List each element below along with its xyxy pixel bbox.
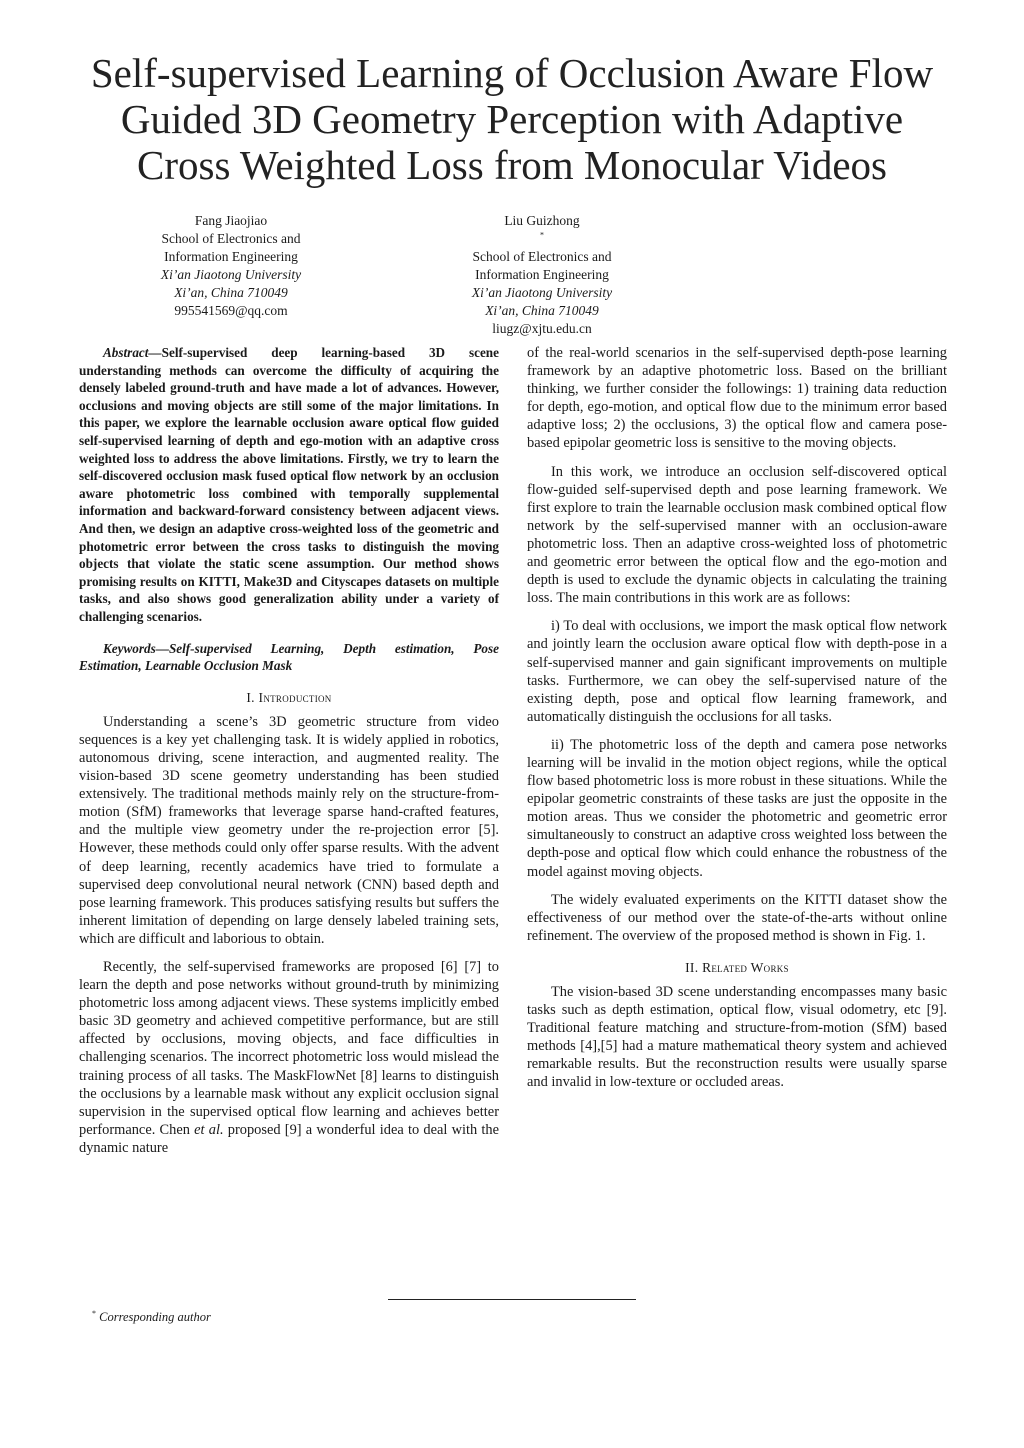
- author-block-2: [392, 212, 692, 338]
- right-column: [527, 344, 947, 1102]
- author-dept-line-1: School of Electronics and: [161, 231, 301, 246]
- intro-paragraph-1: Understanding a scene’s 3D geometric structure from video sequences is a key yet challenging task. It is widely applied in robotics, autonomous driving, scene interaction, and augmented reality. The vision-based 3D scene geometry understanding has been studied extensively. The traditional methods mainly rely on the structure-from-motion (SfM) frameworks that leverage sparse hand-crafted features, and the multiple view geometry under the re-projection error [5]. However, these methods could only offer sparse results. With the advent of deep learning, recently academics have tried to formulate a supervised deep convolutional neural network (CNN) based depth and pose learning framework. This produces satisfying results but suffers the inherent limitation of depending on large densely labeled training sets, which are difficult and laborious to obtain.: [79, 713, 499, 947]
- author-block-1: [81, 212, 381, 320]
- title-line-2: Guided 3D Geometry Perception with Adaptive: [120, 96, 904, 142]
- contribution-1: i) To deal with occlusions, we import the mask optical flow network and jointly learn the occlusion aware optical flow with depth-pose in a self-supervised manner and gain significant improvements on multiple tasks. Furthermore, we can obey the self-supervised nature of the existing depth, pose and optical flow learning framework, and automatically distinguish the occlusions for all tasks.: [527, 618, 947, 725]
- title-line-3: Cross Weighted Loss from Monocular Videos: [136, 142, 887, 188]
- author-email: liugz@xjtu.edu.cn: [492, 321, 592, 336]
- related-paragraph-1: The vision-based 3D scene understanding encompasses many basic tasks such as depth estimation, optical flow, visual odometry, etc [9]. Traditional feature matching and structure-from-motion (SfM) based methods [4],[5] had a mature mathematical theory system and achieved remarkable results. But the reconstruction results were usually sparse and invalid in low-texture or occluded areas.: [527, 984, 947, 1091]
- intro-paragraph-7: The widely evaluated experiments on the KITTI dataset show the effectiveness of our method over the state-of-the-arts without online refinement. The overview of the proposed method is shown in Fig. 1.: [527, 891, 947, 944]
- et-al: et al.: [194, 1121, 224, 1138]
- corresponding-mark: *: [540, 230, 544, 240]
- abstract-text: Self-supervised deep learning-based 3D scene understanding methods can overcome the difficulty of acquiring the densely labeled ground-truth and have made a lot of advances. However, occlusions and moving objects are still some of the major limitations. In this paper, we explore the learnable occlusion aware optical flow guided self-supervised learning of depth and ego-motion with an adaptive cross weighted loss to address the above limitations. Firstly, we try to learn the self-discovered occlusion mask fused optical flow network by an occlusion aware photometric loss combined with temporally supplemental information and backward-forward consistency between adjacent views. And then, we design an adaptive cross-weighted loss of the geometric and photometric error between the cross tasks to distinguish the moving objects that violate the static scene assumption. Our method shows promising results on KITTI, Make3D and Cityscapes datasets on multiple tasks, and also shows good generalization ability under a variety of challenging scenarios.: [79, 345, 499, 624]
- author-university: Xi’an Jiaotong University: [160, 267, 302, 282]
- author-dept-line-2: Information Engineering: [475, 267, 609, 282]
- intro-paragraph-2-text: Recently, the self-supervised frameworks are proposed [6] [7] to learn the depth and pose networks without ground-truth by minimizing photometric loss among adjacent views. These systems implicitly embed basic 3D geometry and achieved competitive performance, but are still affected by occlusions, moving objects, and face difficulties in challenging scenarios. The incorrect photometric loss would mislead the training process of all tasks. The MaskFlowNet [8] learns to distinguish the occlusions by a learnable mask without any explicit occlusion signal supervision in the supervised optical flow learning and achieves better performance. Chen: [79, 959, 499, 1138]
- author-location: Xi’an, China 710049: [174, 285, 288, 300]
- section-heading-related-works: II. Related Works: [685, 959, 789, 975]
- intro-paragraph-4: In this work, we introduce an occlusion self-discovered optical flow-guided self-supervised depth and pose learning framework. We first explore to train the learnable occlusion mask combined optical flow network by the self-supervised manner with an occlusion-aware photometric loss. Then an adaptive cross-weighted loss of photometric and geometric error between the optical flow and the ego-motion and depth is used to exclude the dynamic objects in calculating the training loss. The main contributions in this work are as follows:: [527, 463, 947, 607]
- contribution-2: ii) The photometric loss of the depth and camera pose networks learning will be invalid in the motion object regions, while the optical flow based photometric loss is more robust in these situations. While the epipolar geometric constraints of these tasks are just the opposite in the motion areas. Thus we consider the photometric and geometric error simultaneously to construct an adaptive cross weighted loss between the depth-pose and optical flow which could enhance the robustness of the model against moving objects.: [527, 736, 947, 880]
- title-line-1: Self-supervised Learning of Occlusion Aware Flow: [90, 50, 934, 96]
- author-location: Xi’an, China 710049: [485, 303, 599, 318]
- author-name: Liu Guizhong: [504, 213, 580, 228]
- author-dept-line-2: Information Engineering: [164, 249, 298, 264]
- footnote: [92, 1309, 211, 1325]
- footnote-mark: *: [92, 1309, 96, 1318]
- intro-paragraph-2: [79, 958, 499, 1157]
- footnote-text: Corresponding author: [99, 1310, 211, 1325]
- author-email: 995541569@qq.com: [174, 303, 288, 318]
- section-heading-introduction: I. Introduction: [246, 689, 332, 705]
- intro-paragraph-3: of the real-world scenarios in the self-supervised depth-pose learning framework by an adaptive photometric loss. Based on the brilliant thinking, we further consider the followings: 1) training data reduction for depth, ego-motion, and optical flow due to the minimum error based adaptive loss; 2) the occlusions, 3) the optical flow and camera pose-based epipolar geometric loss is sensitive to the moving objects.: [527, 345, 947, 452]
- author-name: Fang Jiaojiao: [194, 213, 268, 228]
- left-column: [79, 344, 499, 1167]
- keywords: Keywords—Self-supervised Learning, Depth estimation, Pose Estimation, Learnable Occlusion Mask: [79, 640, 499, 674]
- abstract: [79, 344, 499, 626]
- author-dept-line-1: School of Electronics and: [472, 249, 612, 264]
- author-university: Xi’an Jiaotong University: [471, 285, 613, 300]
- abstract-lead: Abstract—: [103, 345, 162, 360]
- intro-paragraph-2-tail: proposed [9] a wonderful idea to deal with the dynamic nature: [79, 1121, 499, 1156]
- paper-title: [60, 50, 964, 188]
- footnote-divider: [388, 1299, 636, 1300]
